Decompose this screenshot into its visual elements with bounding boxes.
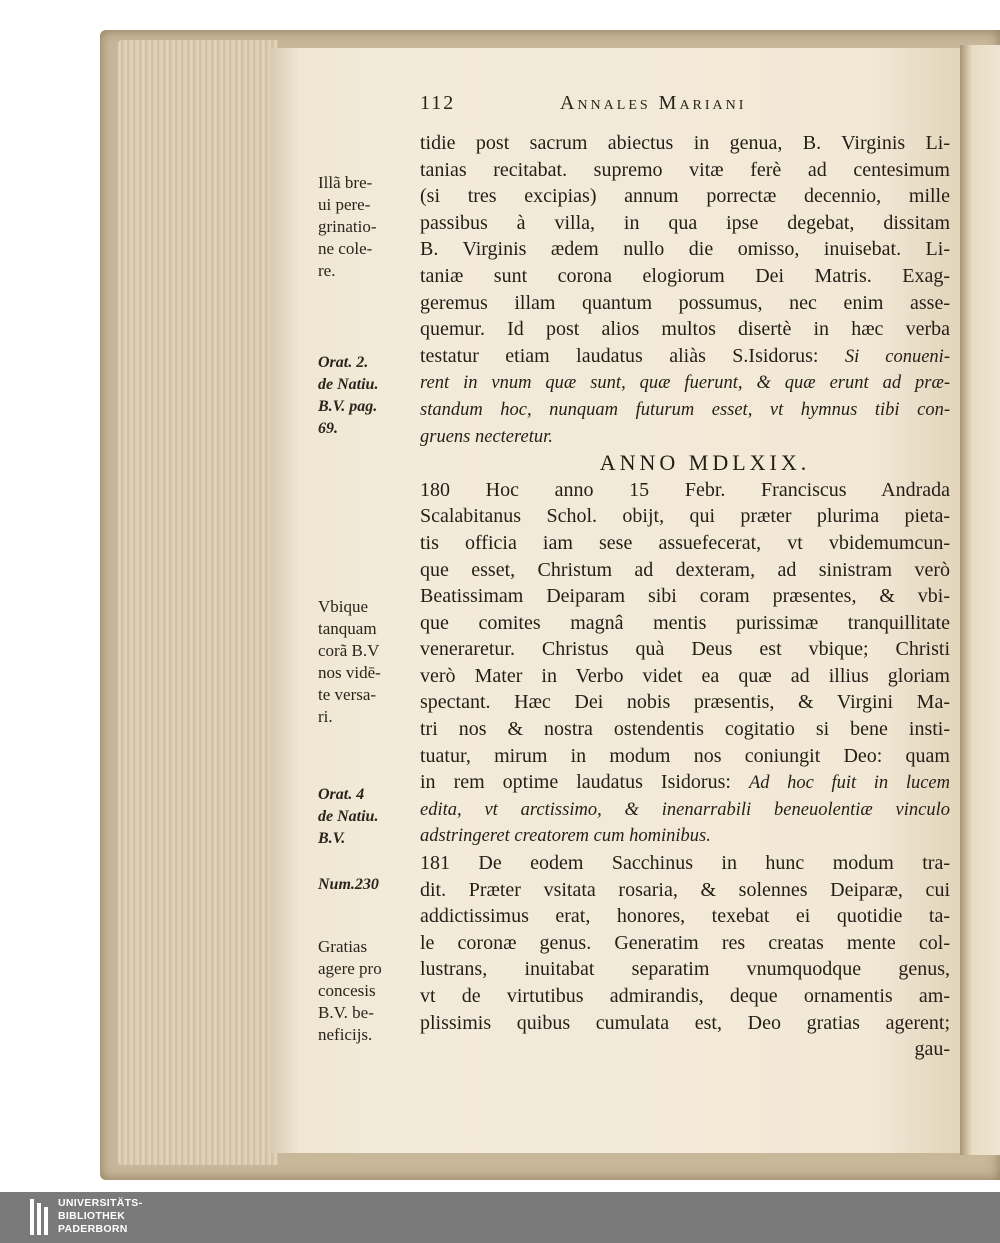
text-line: plissimis quibus cumulata est, Deo gratias agerent;	[420, 1011, 950, 1034]
margin-line: 69.	[318, 420, 338, 437]
text-line: tis officia iam sese assuefecerat, vt vbidemumcun-	[420, 531, 950, 554]
marginal-citation	[318, 784, 418, 850]
margin-line: ri.	[318, 707, 333, 726]
text-line: vt de virtutibus admirandis, deque ornamentis am-	[420, 985, 950, 1007]
quote-line: rent in vnum quæ sunt, quæ fuerunt, & quæ erunt ad præ-	[420, 373, 950, 394]
margin-line: de Natiu.	[318, 808, 379, 825]
marginal-note	[318, 596, 418, 728]
margin-line: grinatio-	[318, 217, 377, 236]
quote-fragment: Ad hoc fuit in lucem	[748, 773, 950, 794]
text-line: que esset, Christum ad dexteram, ad sinistram verò	[420, 558, 950, 581]
text-line: lustrans, inuitabat separatim vnumquodque genus,	[420, 958, 950, 981]
margin-line: B.V.	[318, 830, 346, 847]
quote-line: edita, vt arctissimo, & inenarrabili beneuolentiæ vinculo	[420, 799, 950, 820]
running-header	[420, 92, 955, 122]
text-line: Scalabitanus Schol. obijt, qui præter plurima pieta-	[420, 505, 950, 528]
library-logo-text	[58, 1197, 142, 1236]
text-line: tidie post sacrum abiectus in genua, B. Virginis Li-	[420, 132, 950, 154]
text-fragment: in rem optime laudatus Isidorus:	[420, 771, 731, 794]
margin-line: B.V. be-	[318, 1003, 374, 1022]
quote-line: standum hoc, nunquam futurum esset, vt hymnus tibi con-	[420, 399, 950, 420]
text-line: 180 Hoc anno 15 Febr. Franciscus Andrada	[420, 478, 950, 501]
footer-bar	[0, 1192, 1000, 1243]
running-title: Annales Mariani	[560, 92, 747, 114]
margin-line: agere pro	[318, 959, 382, 978]
margin-line: ne cole-	[318, 239, 373, 258]
text-line: dit. Præter vsitata rosaria, & solennes Deiparæ, cui	[420, 878, 950, 901]
text-line: verò Mater in Verbo videt ea quæ ad illius gloriam	[420, 664, 950, 687]
facing-page-edge	[960, 45, 1000, 1155]
logo-line: BIBLIOTHEK	[58, 1210, 126, 1222]
text-line: spectant. Hæc Dei nobis præsentis, & Virgini Ma-	[420, 691, 950, 714]
text-line: le coronæ genus. Generatim res creatas mente col-	[420, 931, 950, 954]
text-line: tri nos & nostra ostendentis cogitatio si bene insti-	[420, 718, 950, 741]
marginal-note	[318, 172, 418, 282]
margin-line: Illã bre-	[318, 173, 373, 192]
logo-line: PADERBORN	[58, 1223, 128, 1235]
margin-line: neficijs.	[318, 1025, 373, 1044]
text-line: quemur. Id post alios multos disertè in hæc verba	[420, 318, 950, 341]
text-line: addictissimus erat, honores, texebat ei quotidie ta-	[420, 905, 950, 928]
margin-line: nos vidē-	[318, 663, 381, 682]
marginal-note	[318, 936, 418, 1046]
text-line	[420, 343, 950, 371]
page-edges	[118, 40, 278, 1165]
logo-line: UNIVERSITÄTS-	[58, 1197, 143, 1209]
text-line: que comites magnâ mentis purissimæ tranquillitate	[420, 611, 950, 634]
margin-line: Vbique	[318, 597, 369, 616]
text-line: B. Virginis ædem nullo die omisso, inuisebat. Li-	[420, 238, 950, 261]
text-line: (si tres excipias) annum porrectæ decennio, mille	[420, 185, 950, 208]
margin-line: concesis	[318, 981, 376, 1000]
margin-line: Orat. 4	[318, 786, 365, 803]
text-line: Beatissimam Deiparam sibi coram præsentes, & vbi-	[420, 585, 950, 608]
text-line: tuatur, mirum in modum nos coniungit Deo: quam	[420, 744, 950, 767]
marginal-citation	[318, 352, 418, 440]
text-line: geremus illam quantum possumus, nec enim asse-	[420, 291, 950, 314]
text-fragment: testatur etiam laudatus aliàs S.Isidorus:	[420, 344, 819, 367]
library-logo-icon	[30, 1199, 50, 1235]
text-line: veneraretur. Christus quà Deus est vbique; Christi	[420, 638, 950, 661]
quote-fragment: Si conueni-	[844, 346, 950, 367]
margin-line: Num.230	[318, 876, 379, 893]
margin-line: re.	[318, 261, 336, 280]
text-line: 181 De eodem Sacchinus in hunc modum tra-	[420, 852, 950, 875]
text-line: tanias recitabat. supremo vitæ ferè ad centesimum	[420, 158, 950, 181]
marginal-citation	[318, 874, 418, 896]
quote-line: gruens necteretur.	[420, 426, 553, 447]
margin-line: corã B.V	[318, 641, 380, 660]
catchword: gau-	[914, 1038, 950, 1061]
margin-line: ui pere-	[318, 195, 371, 214]
text-line: taniæ sunt corona elogiorum Dei Matris. Exag-	[420, 264, 950, 287]
margin-line: te versa-	[318, 685, 377, 704]
margin-line: Gratias	[318, 937, 368, 956]
quote-line: adstringeret creatorem cum hominibus.	[420, 826, 711, 847]
main-text	[420, 130, 950, 1063]
text-line: passibus à villa, in qua ipse degebat, dissitam	[420, 211, 950, 234]
margin-line: Orat. 2.	[318, 354, 369, 371]
year-heading: ANNO MDLXIX.	[599, 450, 811, 476]
margin-line: tanquam	[318, 619, 377, 638]
margin-line: B.V. pag.	[318, 398, 378, 415]
margin-line: de Natiu.	[318, 376, 379, 393]
text-line	[420, 769, 950, 797]
page-number: 112	[420, 92, 456, 114]
